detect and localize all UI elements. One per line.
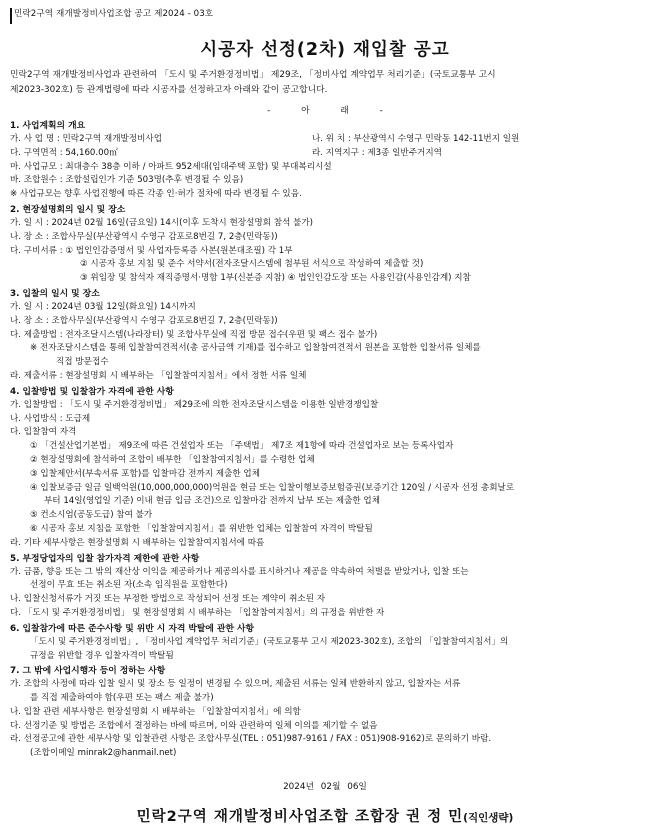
restriction-item: 나. 입찰신청서류가 거짓 또는 부정한 방법으로 작성되어 선정 또는 계약이 취소된 자 bbox=[10, 594, 326, 605]
bid-place: 나. 장 소 : 조합사무실(부산광역시 수영구 감포로8번길 7, 2층(민락동)) bbox=[10, 315, 278, 326]
misc-item: 다. 선정기준 및 방법은 조합에서 결정하는 바에 따르며, 이와 관련하여 일체 이의를 제기할 수 없음 bbox=[10, 720, 378, 731]
section-1-row bbox=[10, 147, 640, 161]
restriction-item: 다. 「도시 및 주거환경정비법」 및 현장설명회 시 배부하는 「입찰참여지침서」의 규정을 위반한 자 bbox=[10, 607, 385, 618]
section-heading-5: 5. 부정당업자의 입찰 참가자격 제한에 관한 사항 bbox=[10, 553, 200, 564]
eligibility-item: ④ 입찰보증금 일금 일백억원(10,000,000,000)억원을 현금 또는 입찰이행보증보험증권(보증기간 120일 / 시공자 선정 총회날로 bbox=[30, 482, 515, 493]
eligibility-item: ⑥ 시공자 홍보 지침을 포함한 「입찰참여지침서」를 위반한 업체는 입찰참여 자격이 박탈됨 bbox=[30, 523, 373, 534]
section-heading-3: 3. 입찰의 일시 및 장소 bbox=[10, 288, 100, 299]
misc-item: 나. 입찰 관련 세부사항은 현장설명회 시 배부하는 「입찰참여지침서」에 의함 bbox=[10, 706, 301, 717]
other-details: 라. 기타 세부사항은 현장설명회 시 배부하는 입찰참여지침서에 따름 bbox=[10, 537, 265, 548]
compliance-text: 규정을 위반할 경우 입찰자격이 박탈됨 bbox=[30, 650, 174, 661]
submission-note: ※ 전자조달시스템을 통해 입찰참여견적서(총 공사금액 기재)를 접수하고 입찰참여견적서 원본을 포함한 입찰서류 일체를 bbox=[30, 343, 481, 354]
project-name: 가. 사 업 명 : 민락2구역 재개발정비사업 bbox=[10, 134, 163, 144]
eligibility-item-cont: 부터 14일(영업일 기준) 이내 현금 입금 조건)으로 입찰마감 전까지 납부 또는 제출한 업체 bbox=[44, 496, 381, 507]
misc-item: 라. 선정공고에 관한 세부사항 및 입찰관련 사항은 조합사무실(TEL : 051)987-9161 / FAX : 051)908-9162)로 문의하기 바람. bbox=[10, 734, 492, 745]
intro-line: 민락2구역 재개발정비사업과 관련하여 「도시 및 주거환경정비법」 제29조, 「정비사업 계약업무 처리기준」(국토교통부 고시 bbox=[10, 70, 496, 80]
business-type: 나. 사업방식 : 도급제 bbox=[10, 413, 91, 424]
seal-omitted-note: (직인생략) bbox=[463, 812, 514, 825]
restriction-item: 가. 금품, 향응 또는 그 밖의 재산상 이익을 제공하거나 제공의사를 표시하거나 제공을 약속하여 처벌을 받았거나, 입찰 또는 bbox=[10, 566, 469, 577]
section-1-row bbox=[10, 133, 640, 147]
eligibility-item: ① 「건설산업기본법」 제9조에 따른 건설업자 또는 「주택법」 제7조 제1항에 따라 건설업자로 보는 등록사업자 bbox=[30, 441, 454, 452]
contact-email: (조합이메일 minrak2@hanmail.net) bbox=[30, 748, 177, 759]
submission-documents: 라. 제출서류 : 현장설명회 시 배부하는 「입찰참여지침서」에서 정한 서류 일체 bbox=[10, 370, 307, 381]
briefing-place: 나. 장 소 : 조합사무실(부산광역시 수영구 감포로8번길 7, 2층(민락동)) bbox=[10, 231, 278, 242]
zoning-district: 라. 지역지구 : 제3종 일반주거지역 bbox=[312, 147, 442, 158]
document-title: 시공자 선정(2차) 재입찰 공고 bbox=[200, 40, 450, 60]
submission-method: 다. 제출방법 : 전자조달시스템(나라장터) 및 조합사무실에 직접 방문 접수(우편 및 팩스 접수 불가) bbox=[10, 329, 378, 340]
briefing-datetime: 가. 일 시 : 2024년 02월 16일(금요일) 14시(이후 도착시 현장설명회 참석 불가) bbox=[10, 217, 314, 228]
required-doc-item: ② 시공자 홍보 지침 및 준수 서약서(전자조달시스템에 첨부된 서식으로 작성하여 제출할 것) bbox=[80, 259, 424, 270]
compliance-text: 「도시 및 주거환경정비법」, 「정비사업 계약업무 처리기준」(국토교통부 고시 제2023-302호), 조합의 「입찰참여지침서」의 bbox=[30, 636, 509, 647]
submission-note-cont: 직접 방문접수 bbox=[56, 357, 109, 368]
signer-name: 민락2구역 재개발정비사업조합 조합장 권 정 민 bbox=[136, 809, 464, 826]
section-heading-4: 4. 입찰방법 및 입찰참가 자격에 관한 사항 bbox=[10, 386, 174, 397]
eligibility-item: ⑤ 컨소시엄(공동도급) 참여 불가 bbox=[30, 510, 153, 521]
eligibility-heading: 다. 입찰참여 자격 bbox=[10, 427, 77, 438]
eligibility-item: ③ 입찰제안서(부속서류 포함)를 입찰마감 전까지 제출한 업체 bbox=[30, 468, 261, 479]
intro-paragraph bbox=[10, 68, 640, 97]
required-docs: 다. 구비서류 : ① 법인인감증명서 및 사업자등록증 사본(원본대조필) 각 1부 bbox=[10, 245, 293, 256]
restriction-item-cont: 선정이 무효 또는 취소된 자(소속 임직원을 포함한다) bbox=[30, 580, 228, 591]
section-heading-7: 7. 그 밖에 사업시행자 등이 정하는 사항 bbox=[10, 666, 166, 677]
scale-note: ※ 사업규모는 향후 사업진행에 따른 각종 인·허가 절차에 따라 변경될 수 있음. bbox=[10, 189, 302, 200]
section-heading-2: 2. 현장설명회의 일시 및 장소 bbox=[10, 204, 126, 215]
notice-reference-number: 민락2구역 재개발정비사업조합 공고 제2024 - 03호 bbox=[10, 8, 640, 24]
required-doc-item: ③ 위임장 및 참석자 재직증명서·명함 1부(신분증 지참) ④ 법인인감도장 또는 사용인감(사용인감계) 지참 bbox=[80, 273, 471, 284]
member-count: 바. 조합원수 : 조합설립인가 기준 503명(추후 변경될 수 있음) bbox=[10, 175, 244, 186]
below-label: - 아 래 - bbox=[267, 106, 383, 116]
intro-line: 제2023-302호) 등 관계법령에 따라 시공자를 선정하고자 아래와 같이 공고합니다. bbox=[10, 84, 328, 95]
announcement-date: 2024년 02월 06일 bbox=[283, 782, 367, 793]
project-area: 다. 구역면적 : 54,160.00㎡ bbox=[10, 147, 118, 158]
section-heading-1: 1. 사업계획의 개요 bbox=[10, 121, 86, 131]
misc-item: 가. 조합의 사정에 따라 입찰 일시 및 장소 등 일정이 변경될 수 있으며, 제출된 서류는 일체 반환하지 않고, 입찰자는 서류 bbox=[10, 679, 461, 690]
bid-datetime: 가. 일 시 : 2024년 03월 12일(화요일) 14시까지 bbox=[10, 301, 196, 312]
bid-method: 가. 입찰방법 : 「도시 및 주거환경정비법」 제29조에 의한 전자조달시스템을 이용한 일반경쟁입찰 bbox=[10, 399, 379, 410]
misc-item-cont: 를 직접 제출하여야 함(우편 또는 팩스 제출 불가) bbox=[30, 693, 214, 704]
announcement-document bbox=[10, 8, 640, 826]
section-heading-6: 6. 입찰참가에 따른 준수사항 및 위반 시 자격 박탈에 관한 사항 bbox=[10, 623, 255, 634]
project-location: 나. 위 치 : 부산광역시 수영구 민락동 142-11번지 일원 bbox=[312, 134, 520, 144]
eligibility-item: ② 현장설명회에 참석하여 조합이 배부한 「입찰참여지침서」를 수령한 업체 bbox=[30, 454, 315, 465]
project-scale: 마. 사업규모 : 최대층수 38층 이하 / 아파트 952세대(임대주택 포함) 및 부대복리시설 bbox=[10, 161, 332, 172]
